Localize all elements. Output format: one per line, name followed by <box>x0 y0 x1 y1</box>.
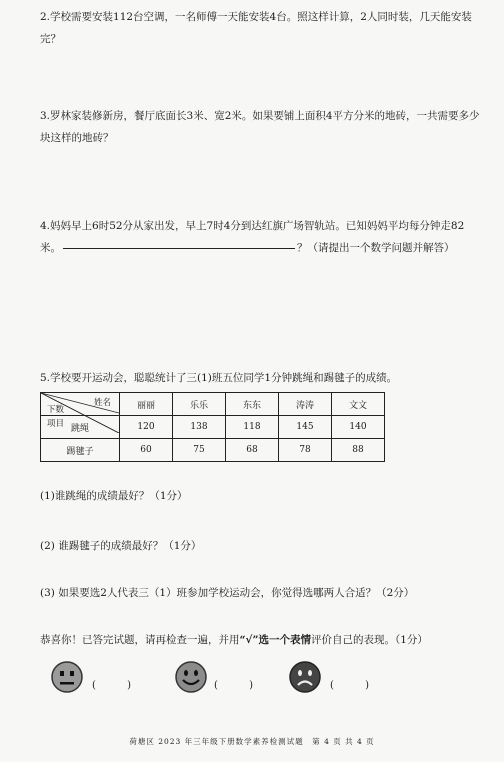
table-row <box>41 439 385 462</box>
face-2-paren[interactable]: ( ) <box>214 680 267 691</box>
table-cell: 140 <box>332 416 385 439</box>
face-3-paren[interactable]: ( ) <box>330 680 383 691</box>
row-label: 踢毽子 <box>41 439 120 462</box>
question-4-text: 4.妈妈早上6时52分从家出发，早上7时4分到达红旗广场智轨站。已知妈妈平均每分钟走82米。 <box>40 220 465 254</box>
table-header-row <box>41 393 385 416</box>
subquestion-3: (3) 如果要选2人代表三（1）班参加学校运动会，你觉得选哪两人合适？（2分） <box>40 587 415 599</box>
row-label: 跳绳 <box>41 416 120 439</box>
table-cell: 88 <box>332 439 385 462</box>
praise-bold: “√”选一个表情 <box>239 634 311 646</box>
praise-post: 评价自己的表现。（1分） <box>310 634 428 646</box>
table-cell: 118 <box>226 416 279 439</box>
question-5: 5.学校要开运动会，聪聪统计了三(1)班五位同学1分钟跳绳和踢毽子的成绩。 <box>40 372 398 384</box>
question-2: 2.学校需要安装112台空调，一名师傅一天能安装4台。照这样计算，2人同时装，几天能安装完？ <box>40 11 472 45</box>
header-item-label: 项目 <box>47 419 65 429</box>
table-cell: 120 <box>120 416 173 439</box>
answer-blank-line[interactable] <box>63 247 295 249</box>
page-footer: 荷塘区 2023 年三年级下册数学素养检测试题 第 4 页 共 4 页 <box>129 737 375 746</box>
subquestion-1: (1)谁跳绳的成绩最好？（1分） <box>40 490 188 502</box>
question-3: 3.罗林家装修新房，餐厅底面长3米、宽2米。如果要铺上面积4平方分米的地砖，一共需要多少块这样的地砖？ <box>40 110 480 144</box>
table-header-cell: 涛涛 <box>279 393 332 416</box>
table-cell: 138 <box>173 416 226 439</box>
subquestion-2: (2) 谁踢毽子的成绩最好？（1分） <box>40 540 202 552</box>
praise-pre: 恭喜你！已答完试题，请再检查一遍，并用 <box>40 634 240 646</box>
header-count-label: 下数 <box>47 405 65 415</box>
neutral-face-icon[interactable] <box>50 660 84 694</box>
table-cell: 60 <box>120 439 173 462</box>
table-header-cell: 乐乐 <box>173 393 226 416</box>
table-header-cell: 东东 <box>226 393 279 416</box>
question-4 <box>40 215 480 259</box>
table-header-cell: 丽丽 <box>120 393 173 416</box>
table-cell: 75 <box>173 439 226 462</box>
question-4-prompt: ？（请提出一个数学问题并解答） <box>297 242 455 254</box>
table-cell: 78 <box>279 439 332 462</box>
smiley-face-icon[interactable] <box>174 660 208 694</box>
sad-face-icon[interactable] <box>288 660 322 694</box>
score-table <box>40 392 385 462</box>
face-1-paren[interactable]: ( ) <box>92 680 145 691</box>
table-cell: 145 <box>279 416 332 439</box>
table-header-cell: 文文 <box>332 393 385 416</box>
table-cell: 68 <box>226 439 279 462</box>
header-name-label: 姓名 <box>93 398 111 408</box>
self-evaluation-prompt <box>40 632 428 647</box>
